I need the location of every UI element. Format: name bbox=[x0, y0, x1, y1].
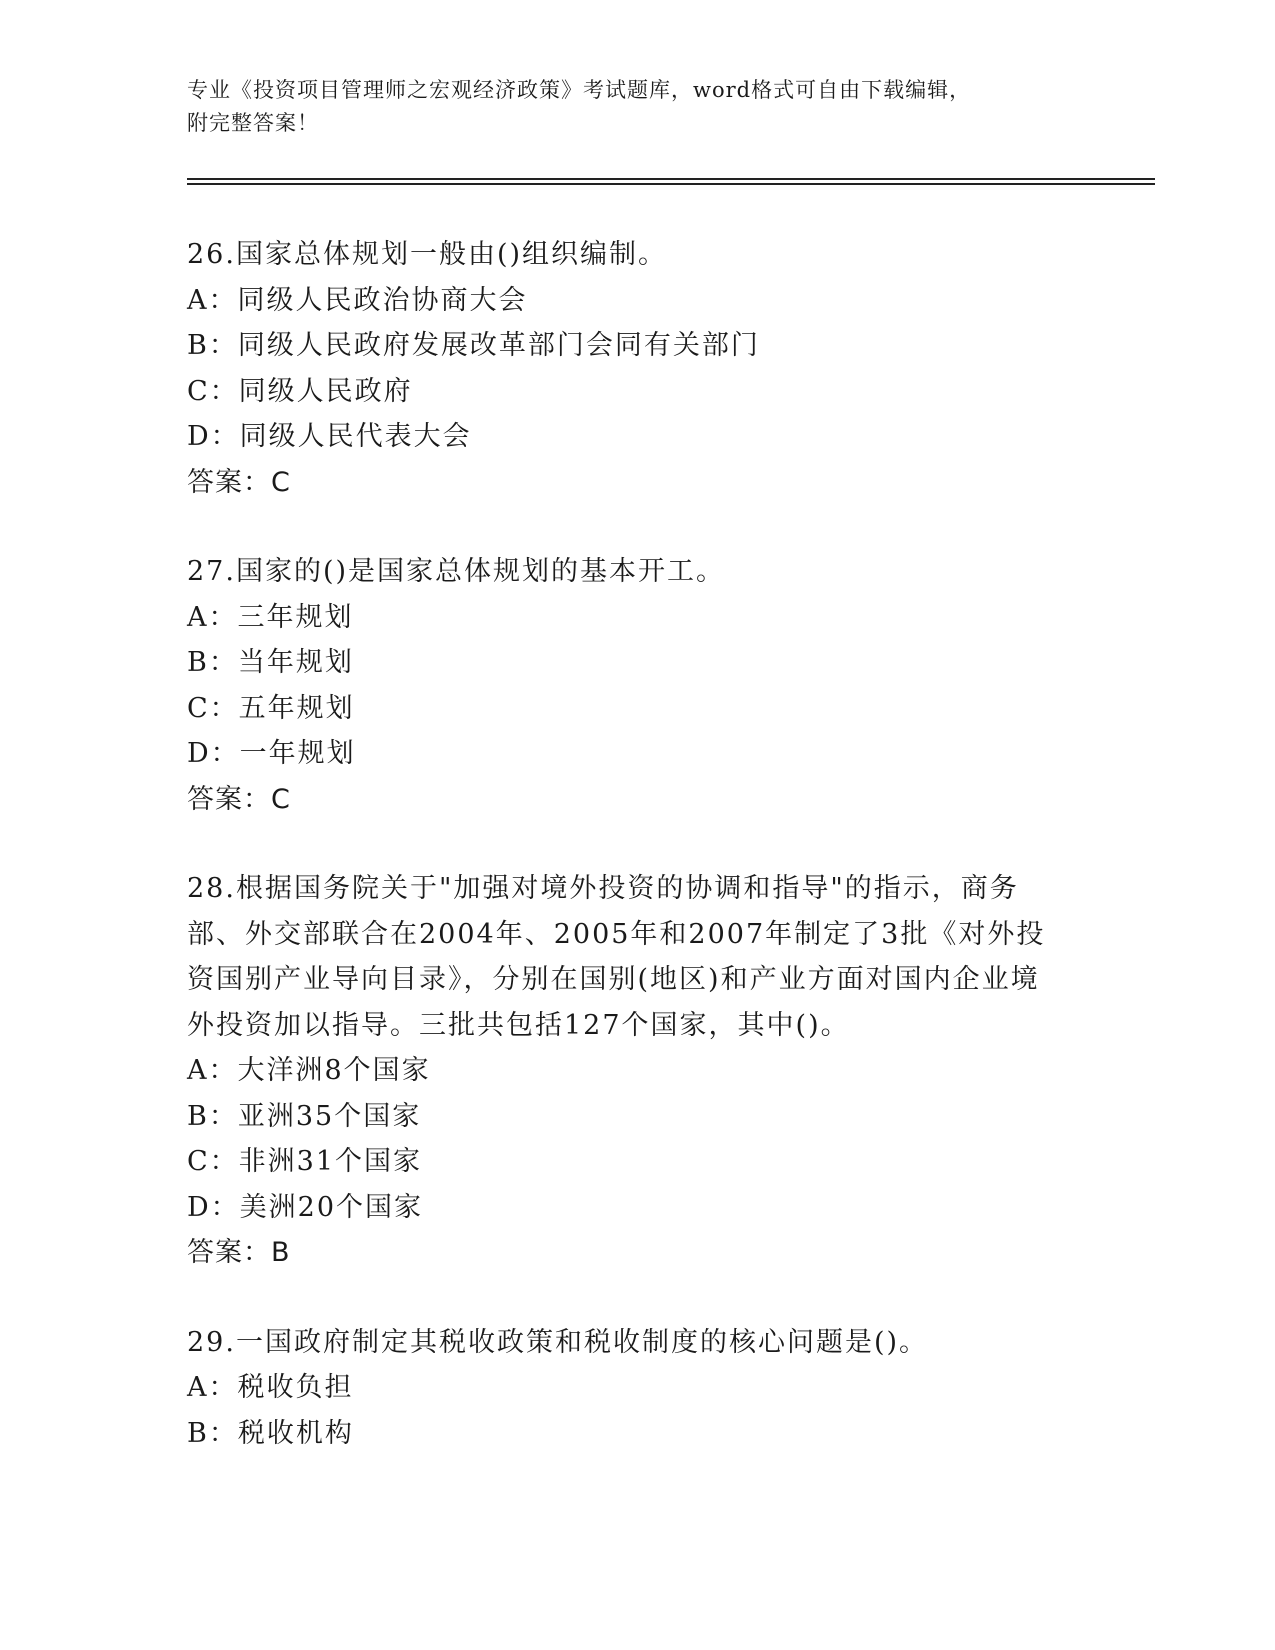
question-stem: 26.国家总体规划一般由()组织编制。 bbox=[187, 239, 668, 270]
option-b: B：亚洲35个国家 bbox=[187, 1100, 422, 1132]
question-27 bbox=[187, 549, 1067, 822]
question-26 bbox=[187, 232, 1067, 505]
question-list bbox=[187, 232, 1067, 1500]
option-c: C：五年规划 bbox=[187, 692, 355, 724]
option-a: A：同级人民政治协商大会 bbox=[187, 284, 528, 316]
option-c: C：同级人民政府 bbox=[187, 375, 413, 407]
question-stem: 27.国家的()是国家总体规划的基本开工。 bbox=[187, 556, 726, 587]
option-a: A：税收负担 bbox=[187, 1372, 354, 1403]
option-b: B：同级人民政府发展改革部门会同有关部门 bbox=[187, 330, 760, 361]
option-c: C：非洲31个国家 bbox=[187, 1146, 423, 1177]
answer-line: 答案：C bbox=[187, 783, 291, 815]
option-a: A：三年规划 bbox=[187, 601, 354, 633]
option-d: D：同级人民代表大会 bbox=[187, 421, 472, 452]
header-line-2: 附完整答案！ bbox=[187, 111, 319, 135]
option-d: D：一年规划 bbox=[187, 738, 356, 769]
header-rule-top bbox=[187, 178, 1155, 180]
question-28 bbox=[187, 866, 1067, 1276]
option-a: A：大洋洲8个国家 bbox=[187, 1055, 431, 1086]
question-29 bbox=[187, 1320, 1067, 1457]
option-b: B：税收机构 bbox=[187, 1417, 354, 1449]
document-header bbox=[187, 74, 1087, 140]
question-stem: 28.根据国务院关于"加强对境外投资的协调和指导"的指示，商务部、外交部联合在2004年、2005年和2007年制定了3批《对外投资国别产业导向目录》，分别在国别(地区)和产业方面对国内企业境外投资加以指导。三批共包括127个国家，其中()。 bbox=[187, 873, 1046, 1041]
header-line-1: 专业《投资项目管理师之宏观经济政策》考试题库，word格式可自由下载编辑， bbox=[187, 78, 972, 102]
option-b: B：当年规划 bbox=[187, 647, 354, 678]
answer-line: 答案：C bbox=[187, 466, 291, 498]
option-d: D：美洲20个国家 bbox=[187, 1191, 424, 1223]
header-rule-bottom bbox=[187, 183, 1155, 185]
answer-line: 答案：B bbox=[187, 1237, 291, 1268]
question-stem: 29.一国政府制定其税收政策和税收制度的核心问题是()。 bbox=[187, 1326, 929, 1358]
